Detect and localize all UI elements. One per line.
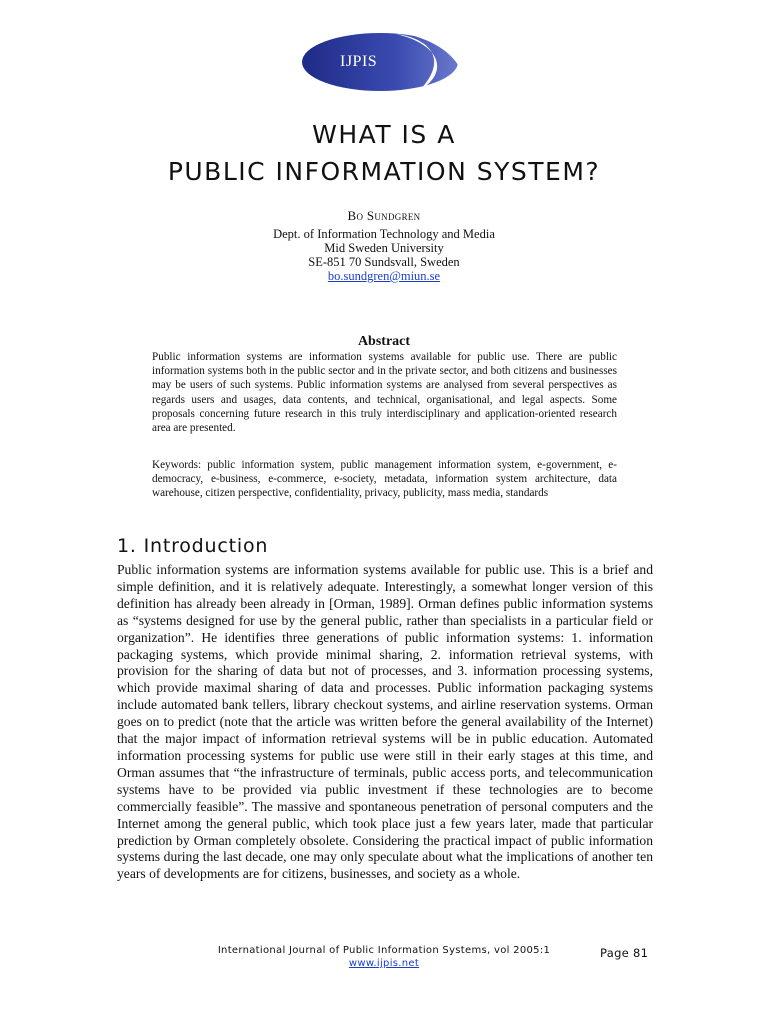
author-email-line: [0, 269, 768, 284]
ijpis-logo: [300, 28, 470, 94]
author-department: Dept. of Information Technology and Media: [273, 227, 495, 241]
footer: [0, 944, 768, 970]
author-address: SE-851 70 Sundsvall, Sweden: [308, 255, 460, 269]
author-name: Bo Sundgren: [347, 208, 421, 223]
abstract-heading: Abstract: [357, 334, 411, 349]
footer-journal: International Journal of Public Information Systems, vol 2005:1: [217, 945, 551, 956]
title-line-1: WHAT IS A: [312, 120, 456, 149]
logo-text: IJPIS: [340, 53, 378, 70]
page-number: Page 81: [600, 946, 649, 960]
footer-url-link[interactable]: www.ijpis.net: [348, 958, 420, 969]
title-line-2: PUBLIC INFORMATION SYSTEM?: [167, 157, 601, 186]
author-university: Mid Sweden University: [324, 241, 444, 255]
author-email-link[interactable]: bo.sundgren@miun.se: [327, 269, 441, 283]
keywords-text: Keywords: public information system, public management information system, e-government, e-democracy, e-business, e-commerce, e-society, metadata, information system architecture, data warehouse, citizen perspective, confidentiality, privacy, publicity, mass media, standards: [152, 459, 617, 500]
abstract-text: Public information systems are information systems available for public use. There are public information systems both in the public sector and in the private sector, and both citizens and businesses may be users of such systems. Public information systems are analysed from several perspectives as regards users and usages, data contents, and technical, organisational, and legal aspects. Some proposals concerning future research in this truly interdisciplinary and application-oriented research area are presented.: [152, 351, 617, 435]
section-body: Public information systems are information systems available for public use. This is a brief and simple definition, and it is relatively adequate. Interestingly, a somewhat longer version of this definition has already been already in [Orman, 1989]. Orman defines public information systems as “systems designed for use by the general public, rather than specialists in a particular field or organization”. He identifies three generations of public information systems: 1. information packaging systems, which provide minimal sharing, 2. information retrieval systems, with provision for the sharing of data but not of processes, and 3. information processing systems, which provide maximal sharing of data and processes. Public information packaging systems include automated bank tellers, library checkout systems, and airline reservation systems. Orman goes on to predict (note that the article was written before the general availability of the Internet) that the major impact of information retrieval systems will be in public education. Automated information processing systems for public use were still in their early stages at this time, and Orman assumes that “the infrastructure of terminals, public access ports, and telecommunication systems have to be provided via public investment if these technologies are to become commercially feasible”. The massive and spontaneous penetration of personal computers and the Internet among the general public, which took place just a few years later, made that particular prediction by Orman completely obsolete. Considering the practical impact of public information systems during the last decade, one may only speculate about what the implications of another ten years of developments are for citizens, businesses, and society as a whole.: [117, 562, 653, 882]
section-heading: 1. Introduction: [117, 535, 269, 557]
